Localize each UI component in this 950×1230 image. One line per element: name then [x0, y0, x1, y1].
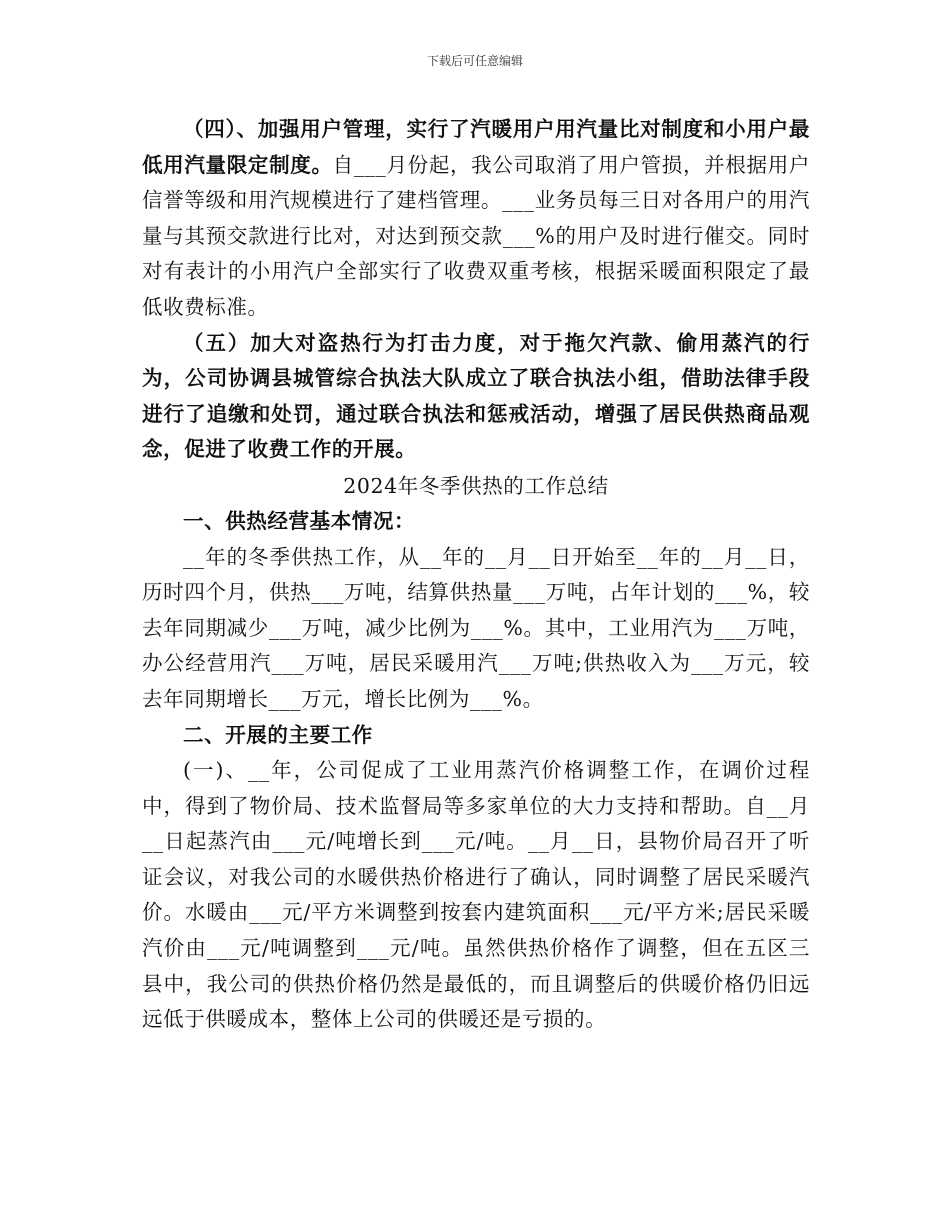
paragraph-4 [142, 112, 810, 326]
header-note: 下载后可任意编辑 [426, 54, 523, 68]
document-title: 2024年冬季供热的工作总结 [343, 473, 609, 498]
document-body [142, 112, 810, 1038]
paragraph-5: （五）加大对盗热行为打击力度，对于拖欠汽款、偷用蒸汽的行为，公司协调县城管综合执法大队成立了联合执法小组，借助法律手段进行了追缴和处罚，通过联合执法和惩戒活动，增强了居民供热商品观念，促进了收费工作的开展。 [142, 330, 810, 462]
paragraph-4-heading: （四）、加强用户管理，实行了汽暖用户用汽量比对制度和小用户最低用汽量限定制度。 [142, 117, 810, 177]
section-2-heading: 二、开展的主要工作 [183, 722, 373, 747]
section-1-heading: 一、供热经营基本情况： [183, 508, 416, 533]
section-2-item-1: (一)、__年，公司促成了工业用蒸汽价格调整工作，在调价过程中，得到了物价局、技术监督局等多家单位的大力支持和帮助。自__月__日起蒸汽由___元/吨增长到___元/吨。__月__日，县物价局召开了听证会议，对我公司的水暖供热价格进行了确认，同时调整了居民采暖汽价。水暖由___元/平方米调整到按套内建筑面积___元/平方米;居民采暖汽价由___元/吨调整到___元/吨。虽然供热价格作了调整，但在五区三县中，我公司的供热价格仍然是最低的，而且调整后的供暖价格仍旧远远低于供暖成本，整体上公司的供暖还是亏损的。 [142, 758, 810, 1032]
section-1-body: __年的冬季供热工作，从__年的__月__日开始至__年的__月__日，历时四个月，供热___万吨，结算供热量___万吨，占年计划的___%，较去年同期减少___万吨，减少比例为___%。其中，工业用汽为___万吨，办公经营用汽___万吨，居民采暖用汽___万吨;供热收入为___万元，较去年同期增长___万元，增长比例为___%。 [142, 544, 810, 711]
paragraph-4-text: 自___月份起，我公司取消了用户管损，并根据用户信誉等级和用汽规模进行了建档管理。___业务员每三日对各用户的用汽量与其预交款进行比对，对达到预交款___%的用户及时进行催交。同时对有表计的小用汽户全部实行了收费双重考核，根据采暖面积限定了最低收费标准。 [142, 152, 810, 319]
